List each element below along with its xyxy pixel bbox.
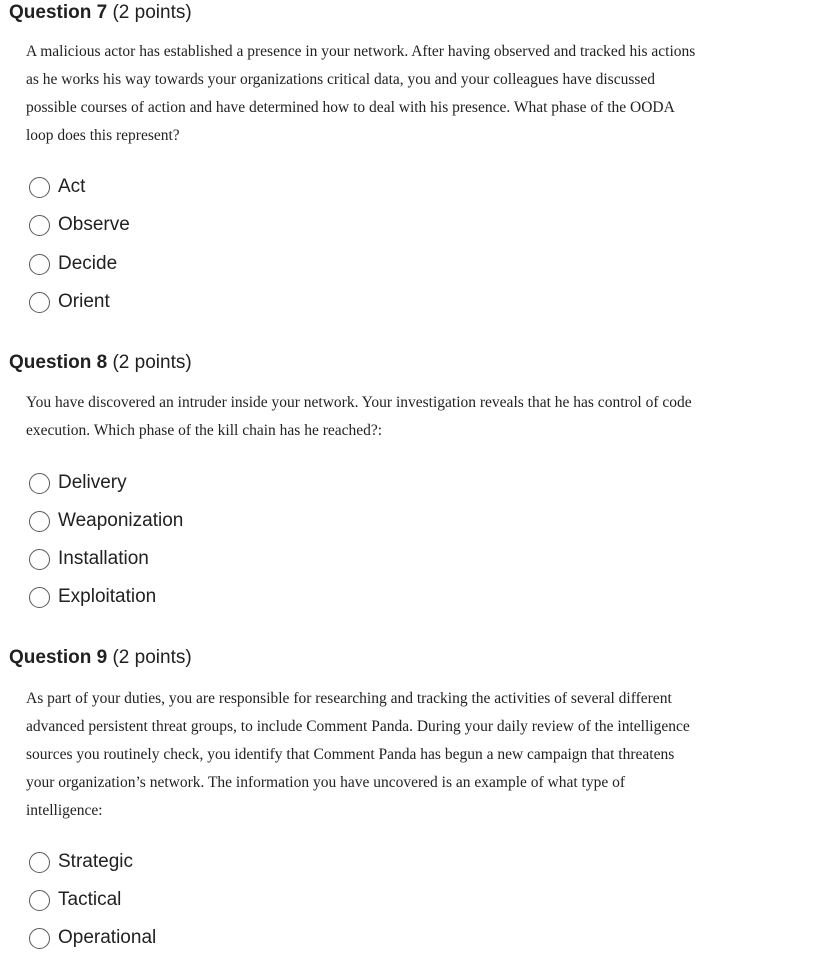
- question-points: (2 points): [112, 2, 192, 23]
- answer-option-orient[interactable]: [29, 288, 110, 316]
- answer-option-label: Observe: [58, 214, 130, 235]
- radio-button[interactable]: [29, 928, 50, 949]
- question-title: Question 9: [9, 647, 108, 668]
- question-text-line: intelligence:: [26, 802, 103, 819]
- radio-button[interactable]: [29, 215, 50, 236]
- question-text-line: your organization’s network. The information you have uncovered is an example of what type of: [26, 774, 626, 791]
- question-text-line: You have discovered an intruder inside your network. Your investigation reveals that he has control of code: [26, 394, 692, 411]
- answer-option-operational[interactable]: [29, 924, 156, 952]
- question-text-line: A malicious actor has established a presence in your network. After having observed and tracked his actions: [26, 43, 696, 60]
- answer-option-act[interactable]: [29, 173, 85, 201]
- question-text: [26, 389, 766, 445]
- answer-option-label: Act: [58, 176, 86, 197]
- answer-option-exploitation[interactable]: [29, 583, 156, 611]
- radio-button[interactable]: [29, 473, 50, 494]
- question-points: (2 points): [112, 647, 192, 668]
- question-points: (2 points): [112, 352, 192, 373]
- question-text-line: As part of your duties, you are responsible for researching and tracking the activities of several different: [26, 690, 672, 707]
- answer-option-label: Strategic: [58, 851, 133, 872]
- radio-button[interactable]: [29, 549, 50, 570]
- question-title: Question 7: [9, 2, 108, 23]
- radio-button[interactable]: [29, 292, 50, 313]
- answer-option-label: Orient: [58, 291, 110, 312]
- answer-option-decide[interactable]: [29, 250, 117, 278]
- answer-option-label: Delivery: [58, 472, 127, 493]
- answer-option-label: Tactical: [58, 889, 122, 910]
- answer-option-label: Exploitation: [58, 586, 157, 607]
- question-text-line: loop does this represent?: [26, 127, 180, 144]
- question-text: [26, 38, 766, 150]
- answer-option-installation[interactable]: [29, 545, 149, 573]
- answer-option-label: Weaponization: [58, 510, 184, 531]
- question-text-line: as he works his way towards your organizations critical data, you and your colleagues have discussed: [26, 71, 656, 88]
- question-text-line: advanced persistent threat groups, to include Comment Panda. During your daily review of the intelligence: [26, 718, 690, 735]
- answer-option-observe[interactable]: [29, 211, 130, 239]
- answer-option-tactical[interactable]: [29, 886, 121, 914]
- question-header: [9, 646, 192, 670]
- radio-button[interactable]: [29, 511, 50, 532]
- radio-button[interactable]: [29, 852, 50, 873]
- answer-option-weaponization[interactable]: [29, 507, 183, 535]
- radio-button[interactable]: [29, 890, 50, 911]
- question-header: [9, 351, 192, 375]
- radio-button[interactable]: [29, 254, 50, 275]
- question-text: [26, 685, 766, 825]
- question-title: Question 8: [9, 352, 108, 373]
- question-text-line: execution. Which phase of the kill chain has he reached?:: [26, 422, 383, 439]
- answer-option-label: Operational: [58, 927, 157, 948]
- question-header: [9, 1, 192, 25]
- answer-option-strategic[interactable]: [29, 848, 133, 876]
- question-text-line: sources you routinely check, you identify that Comment Panda has begun a new campaign that threatens: [26, 746, 675, 763]
- answer-option-label: Installation: [58, 548, 149, 569]
- radio-button[interactable]: [29, 587, 50, 608]
- answer-option-delivery[interactable]: [29, 469, 127, 497]
- question-text-line: possible courses of action and have determined how to deal with his presence. What phase of the OODA: [26, 99, 675, 116]
- radio-button[interactable]: [29, 177, 50, 198]
- answer-option-label: Decide: [58, 253, 118, 274]
